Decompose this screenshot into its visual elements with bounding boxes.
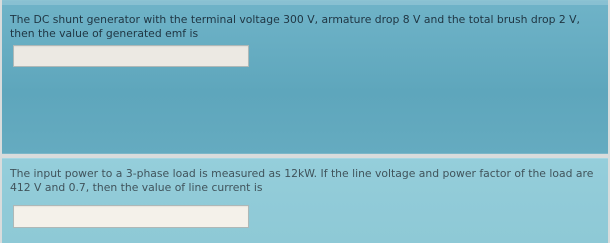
answer-input-2[interactable] [13, 205, 249, 228]
card-highlight [2, 1, 608, 5]
question-text-2: The input power to a 3-phase load is measured as 12kW. If the line voltage and power factor of the load are 412 V and 0.7, then the value of line current is [10, 167, 594, 194]
question-card-1 [2, 0, 608, 154]
question-text-1: The DC shunt generator with the terminal voltage 300 V, armature drop 8 V and the total brush drop 2 V, then the value of generated emf is [10, 13, 580, 40]
question-card-2 [2, 158, 608, 243]
answer-input-1[interactable] [13, 45, 249, 67]
